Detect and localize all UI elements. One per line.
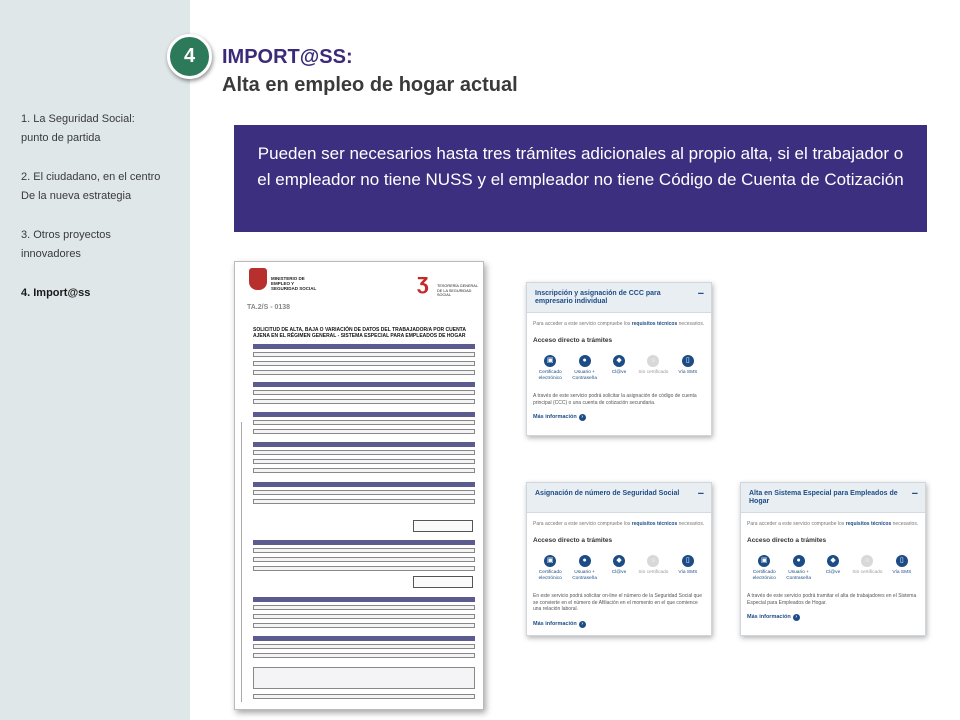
form-side-margin bbox=[241, 422, 249, 702]
option-user-password[interactable] bbox=[567, 555, 601, 582]
form-section-bar bbox=[253, 540, 475, 545]
clave-icon: ◆ bbox=[827, 555, 839, 567]
form-section-bar bbox=[253, 597, 475, 602]
service-card-alta-hogar bbox=[740, 482, 926, 636]
service-card-nuss bbox=[526, 482, 712, 636]
option-user-password[interactable] bbox=[567, 355, 601, 382]
access-options bbox=[533, 355, 705, 382]
sms-icon: ▯ bbox=[896, 555, 908, 567]
form-field-row bbox=[253, 566, 475, 571]
access-heading: Acceso directo a trámites bbox=[533, 337, 613, 344]
sidebar-item-label: 4. Import@ss bbox=[21, 287, 91, 299]
option-certificate[interactable] bbox=[533, 355, 567, 382]
option-sms[interactable] bbox=[671, 355, 705, 382]
user-icon: ● bbox=[793, 555, 805, 567]
arrow-right-icon: › bbox=[579, 414, 586, 421]
sidebar-item-seguridad-social[interactable] bbox=[21, 110, 181, 148]
option-label: Sin certificado bbox=[852, 570, 883, 575]
sidebar bbox=[0, 0, 190, 720]
option-no-certificate bbox=[636, 555, 670, 582]
form-field-row bbox=[253, 653, 475, 658]
requirements-link[interactable]: requisitos técnicos bbox=[631, 321, 678, 327]
form-field-row bbox=[253, 614, 475, 619]
form-field-row bbox=[253, 370, 475, 375]
form-section-bar bbox=[253, 412, 475, 417]
option-label: Certificado electrónico bbox=[538, 570, 562, 581]
form-signature-box bbox=[413, 520, 473, 532]
option-label: Certificado electrónico bbox=[752, 570, 776, 581]
option-no-certificate bbox=[850, 555, 884, 582]
option-label: Usuario + Contraseña bbox=[572, 570, 598, 581]
form-signature-box bbox=[413, 576, 473, 588]
form-field-row bbox=[253, 694, 475, 699]
option-certificate[interactable] bbox=[533, 555, 567, 582]
requirements-link[interactable]: requisitos técnicos bbox=[845, 521, 892, 527]
more-info-link[interactable] bbox=[533, 621, 705, 628]
form-field-row bbox=[253, 623, 475, 628]
form-field-row bbox=[253, 499, 475, 504]
option-clave[interactable] bbox=[602, 555, 636, 582]
form-field-row bbox=[253, 352, 475, 357]
option-label: Vía SMS bbox=[678, 370, 698, 375]
card-requirements bbox=[533, 321, 705, 328]
option-sms[interactable] bbox=[671, 555, 705, 582]
form-field-row bbox=[253, 490, 475, 495]
sidebar-item-label: 1. La Seguridad Social: bbox=[21, 113, 135, 125]
req-prefix: Para acceder a este servicio compruebe los bbox=[533, 521, 631, 527]
certificate-icon: ▣ bbox=[544, 355, 556, 367]
arrow-right-icon: › bbox=[579, 621, 586, 628]
option-label: Sin certificado bbox=[638, 370, 669, 375]
form-field-row bbox=[253, 361, 475, 366]
tgss-logo-icon: ʒ bbox=[417, 269, 429, 294]
form-field-row bbox=[253, 605, 475, 610]
form-field-row bbox=[253, 468, 475, 473]
option-label: Certificado electrónico bbox=[538, 370, 562, 381]
option-label: Vía SMS bbox=[892, 570, 912, 575]
collapse-icon[interactable]: − bbox=[697, 488, 704, 500]
clave-icon: ◆ bbox=[613, 355, 625, 367]
req-suffix: necesarios. bbox=[892, 521, 919, 527]
option-certificate[interactable] bbox=[747, 555, 781, 582]
req-suffix: necesarios. bbox=[678, 321, 705, 327]
requirements-link[interactable]: requisitos técnicos bbox=[631, 521, 678, 527]
step-number-badge: 4 bbox=[167, 34, 212, 79]
card-header[interactable] bbox=[527, 483, 711, 513]
service-card-ccc bbox=[526, 282, 712, 436]
card-requirements bbox=[747, 521, 919, 528]
more-info-link[interactable] bbox=[533, 414, 705, 421]
sms-icon: ▯ bbox=[682, 555, 694, 567]
option-label: Vía SMS bbox=[678, 570, 698, 575]
form-section-bar bbox=[253, 442, 475, 447]
option-label: Sin certificado bbox=[638, 570, 669, 575]
form-field-row bbox=[253, 450, 475, 455]
more-info-label: Más información bbox=[533, 414, 577, 420]
user-icon: ● bbox=[579, 555, 591, 567]
page-title bbox=[222, 43, 518, 99]
form-ministry-label: MINISTERIO DE EMPLEO Y SEGURIDAD SOCIAL bbox=[271, 276, 317, 291]
option-label: Cl@ve bbox=[611, 370, 627, 375]
form-section-bar bbox=[253, 636, 475, 641]
form-section-bar bbox=[253, 482, 475, 487]
req-suffix: necesarios. bbox=[678, 521, 705, 527]
more-info-label: Más información bbox=[747, 614, 791, 620]
more-info-link[interactable] bbox=[747, 614, 919, 621]
form-field-row bbox=[253, 399, 475, 404]
card-title: Alta en Sistema Especial para Empleados de Hogar bbox=[749, 490, 898, 505]
sms-icon: ▯ bbox=[682, 355, 694, 367]
form-tgss-label: TESORERÍA GENERAL DE LA SEGURIDAD SOCIAL bbox=[437, 284, 478, 297]
access-heading: Acceso directo a trámites bbox=[747, 537, 827, 544]
card-description: En este servicio podrá solicitar on-line el número de la Seguridad Social que se convierte en el número de Afiliación en el momento en el que comience una relación laboral. bbox=[533, 593, 702, 612]
option-no-certificate bbox=[636, 355, 670, 382]
sidebar-item-label: 2. El ciudadano, en el centro bbox=[21, 171, 161, 183]
arrow-right-icon: › bbox=[793, 614, 800, 621]
access-options bbox=[747, 555, 919, 582]
option-clave[interactable] bbox=[816, 555, 850, 582]
card-header[interactable] bbox=[741, 483, 925, 513]
form-field-row bbox=[253, 429, 475, 434]
sidebar-item-label: innovadores bbox=[21, 248, 81, 260]
card-title: Asignación de número de Seguridad Social bbox=[535, 490, 680, 497]
no-certificate-icon: ○ bbox=[647, 555, 659, 567]
sidebar-item-importass[interactable] bbox=[21, 284, 181, 303]
user-icon: ● bbox=[579, 355, 591, 367]
page-title-line1: IMPORT@SS: bbox=[222, 46, 353, 68]
sidebar-item-ciudadano[interactable] bbox=[21, 168, 181, 206]
info-box: Pueden ser necesarios hasta tres trámites adicionales al propio alta, si el trabajador o el empleador no tiene NUSS y el empleador no tiene Código de Cuenta de Cotización bbox=[234, 125, 927, 232]
collapse-icon[interactable]: − bbox=[911, 488, 918, 500]
form-field-row bbox=[253, 548, 475, 553]
access-options bbox=[533, 555, 705, 582]
access-heading: Acceso directo a trámites bbox=[533, 537, 613, 544]
page-title-line2: Alta en empleo de hogar actual bbox=[222, 74, 518, 96]
card-requirements bbox=[533, 521, 705, 528]
card-description: A través de este servicio podrá solicitar la asignación de código de cuenta principal (CCC) o una cuenta de cotización secundaria. bbox=[533, 393, 697, 406]
more-info-label: Más información bbox=[533, 620, 577, 627]
no-certificate-icon: ○ bbox=[647, 355, 659, 367]
option-label: Usuario + Contraseña bbox=[786, 570, 812, 581]
form-field-row bbox=[253, 644, 475, 649]
form-code: TA.2/S - 0138 bbox=[247, 304, 291, 311]
option-label: Cl@ve bbox=[825, 570, 841, 575]
certificate-icon: ▣ bbox=[544, 555, 556, 567]
collapse-icon[interactable]: − bbox=[697, 288, 704, 300]
form-field-row bbox=[253, 420, 475, 425]
form-field-row bbox=[253, 667, 475, 689]
sidebar-item-label: De la nueva estrategia bbox=[21, 190, 132, 202]
sidebar-item-label: punto de partida bbox=[21, 132, 101, 144]
no-certificate-icon: ○ bbox=[861, 555, 873, 567]
form-section-bar bbox=[253, 344, 475, 349]
option-label: Usuario + Contraseña bbox=[572, 370, 598, 381]
form-title: SOLICITUD DE ALTA, BAJA O VARIACIÓN DE DATOS DEL TRABAJADOR/A POR CUENTA AJENA EN EL RÉGIMEN GENERAL - SISTEMA ESPECIAL PARA EMPLEADOS DE HOGAR bbox=[253, 327, 466, 339]
card-header[interactable] bbox=[527, 283, 711, 313]
option-label: Cl@ve bbox=[611, 570, 627, 575]
certificate-icon: ▣ bbox=[758, 555, 770, 567]
option-user-password[interactable] bbox=[781, 555, 815, 582]
req-prefix: Para acceder a este servicio compruebe los bbox=[533, 321, 631, 327]
sidebar-item-label: 3. Otros proyectos bbox=[21, 229, 111, 241]
form-section-bar bbox=[253, 382, 475, 387]
clave-icon: ◆ bbox=[613, 555, 625, 567]
option-sms[interactable] bbox=[885, 555, 919, 582]
option-clave[interactable] bbox=[602, 355, 636, 382]
form-field-row bbox=[253, 390, 475, 395]
form-field-row bbox=[253, 459, 475, 464]
req-prefix: Para acceder a este servicio compruebe los bbox=[747, 521, 845, 527]
form-field-row bbox=[253, 557, 475, 562]
sidebar-item-otros-proyectos[interactable] bbox=[21, 226, 181, 264]
form-document-image bbox=[234, 261, 484, 710]
coat-of-arms-icon bbox=[249, 268, 267, 290]
card-description: A través de este servicio podrá tramitar el alta de trabajadores en el Sistema Especial para Empleados de Hogar. bbox=[747, 593, 917, 606]
card-title: Inscripción y asignación de CCC para empresario individual bbox=[535, 290, 661, 305]
